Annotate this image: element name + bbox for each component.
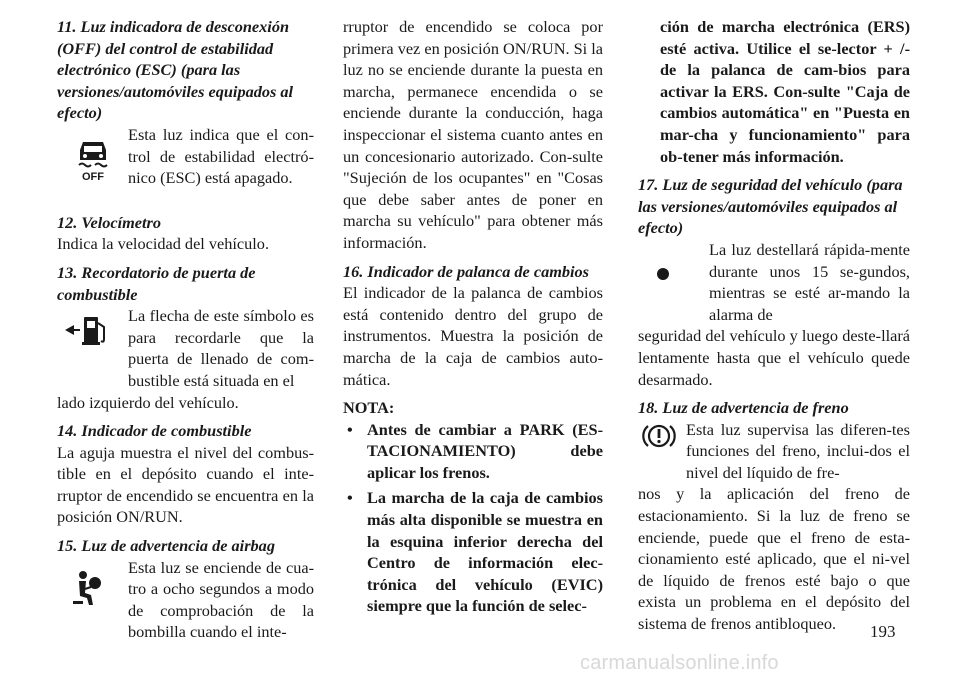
s14-body: La aguja muestra el nivel del combus-tible en el depósito cuando el inte-rruptor de encendido se encuentra en la posición ON/RUN. [57,442,314,527]
s13-body: La flecha de este símbolo es para recordarle que la puerta de llenado de com-bustible está situada en el [128,306,314,390]
nota-label: NOTA: [343,398,395,418]
s12-body: Indica la velocidad del vehículo. [57,234,270,254]
s17-block [638,239,910,325]
esc-off-label: OFF [82,170,104,182]
nota-bullet: • Antes de cambiar a PARK (ES-TACIONAMIENTO) debe aplicar los frenos. [343,419,603,484]
column-left [57,16,314,643]
security-light-icon [656,265,670,287]
watermark: carmanualsonline.info [580,652,779,674]
s16-body: El indicador de la palanca de cambios está contenido dentro del grupo de instrumentos. Muestra la posición de marcha de la caja de cambios auto-mática. [343,283,603,389]
s15-body: Esta luz se enciende de cua-tro a ocho segundos a modo de comprobación de la bombilla cuando el inte- [128,557,314,642]
s12-heading: 12. Velocímetro [57,212,162,232]
esc-off-icon [73,138,113,188]
s17-heading: 17. Luz de seguridad del vehículo (para las versiones/automóviles equipados al efecto) [638,175,903,238]
column-right [638,16,910,635]
s13-body-cont: lado izquierdo del vehículo. [57,392,239,412]
fuel-door-icon [62,313,112,353]
s15-heading: 15. Luz de advertencia de airbag [57,536,275,556]
s18-body: Esta luz supervisa las diferen-tes funciones del freno, inclui-dos el nivel del líquido de fre- [686,419,910,482]
s13-block [57,305,314,391]
s16-heading: 16. Indicador de palanca de cambios [343,261,590,281]
s15-block [57,557,314,643]
s11-heading: 11. Luz indicadora de desconexión (OFF) del control de estabilidad electrónico (ESC) (para las versiones/automóviles equipados al efecto) [57,17,294,123]
s18-heading: 18. Luz de advertencia de freno [638,398,849,418]
page-number: 193 [870,622,896,641]
s11-body: Esta luz indica que el con-trol de estabilidad electró-nico (ESC) está apagado. [128,124,314,188]
bullet-cont: ción de marcha electrónica (ERS) esté activa. Utilice el se-lector + /- de la palanca de cam-bios para activar la ERS. Con-sulte "Caja de cambios automática" en "Puesta en mar-cha y funcionamiento" para ob-tener más información. [660,17,910,166]
nota-bullets [343,419,603,617]
s15-cont: rruptor de encendido se coloca por primera vez en posición ON/RUN. Si la luz no se enciende durante la puesta en marcha, permanece encendida o se enciende durante la conducción, haga inspeccionar el sistema cuanto antes en un concesionario autorizado. Con-sulte "Sujeción de los ocupantes" en "Cosas que debe saber antes de poner en marcha su vehículo" para obtener más información. [343,17,603,252]
s17-body-cont: seguridad del vehículo y luego deste-llará lentamente hasta que el vehículo quede desarmado. [638,326,910,389]
airbag-icon [69,569,107,615]
s13-heading: 13. Recordatorio de puerta de combustible [57,262,256,304]
s11-block [57,124,314,189]
s17-body: La luz destellará rápida-mente durante unos 15 se-gundos, mientras se esté ar-mando la alarma de [709,239,910,324]
nota-bullet: • La marcha de la caja de cambios más alta disponible se muestra en la esquina inferior derecha del Centro de información elec-trónica del vehículo (EVIC) siempre que la función de selec- [343,487,603,617]
column-middle [343,16,603,621]
s18-block [638,419,910,484]
s14-heading: 14. Indicador de combustible [57,421,252,441]
s18-body-cont: nos y la aplicación del freno de estacionamiento. Si la luz de freno se enciende, puede que el freno de esta-cionamiento esté aplicado, que el ni-vel de líquido de frenos esté bajo o que exista un problema en el depósito del sistema de frenos antibloqueo. [638,484,910,634]
brake-warning-icon [642,421,676,457]
